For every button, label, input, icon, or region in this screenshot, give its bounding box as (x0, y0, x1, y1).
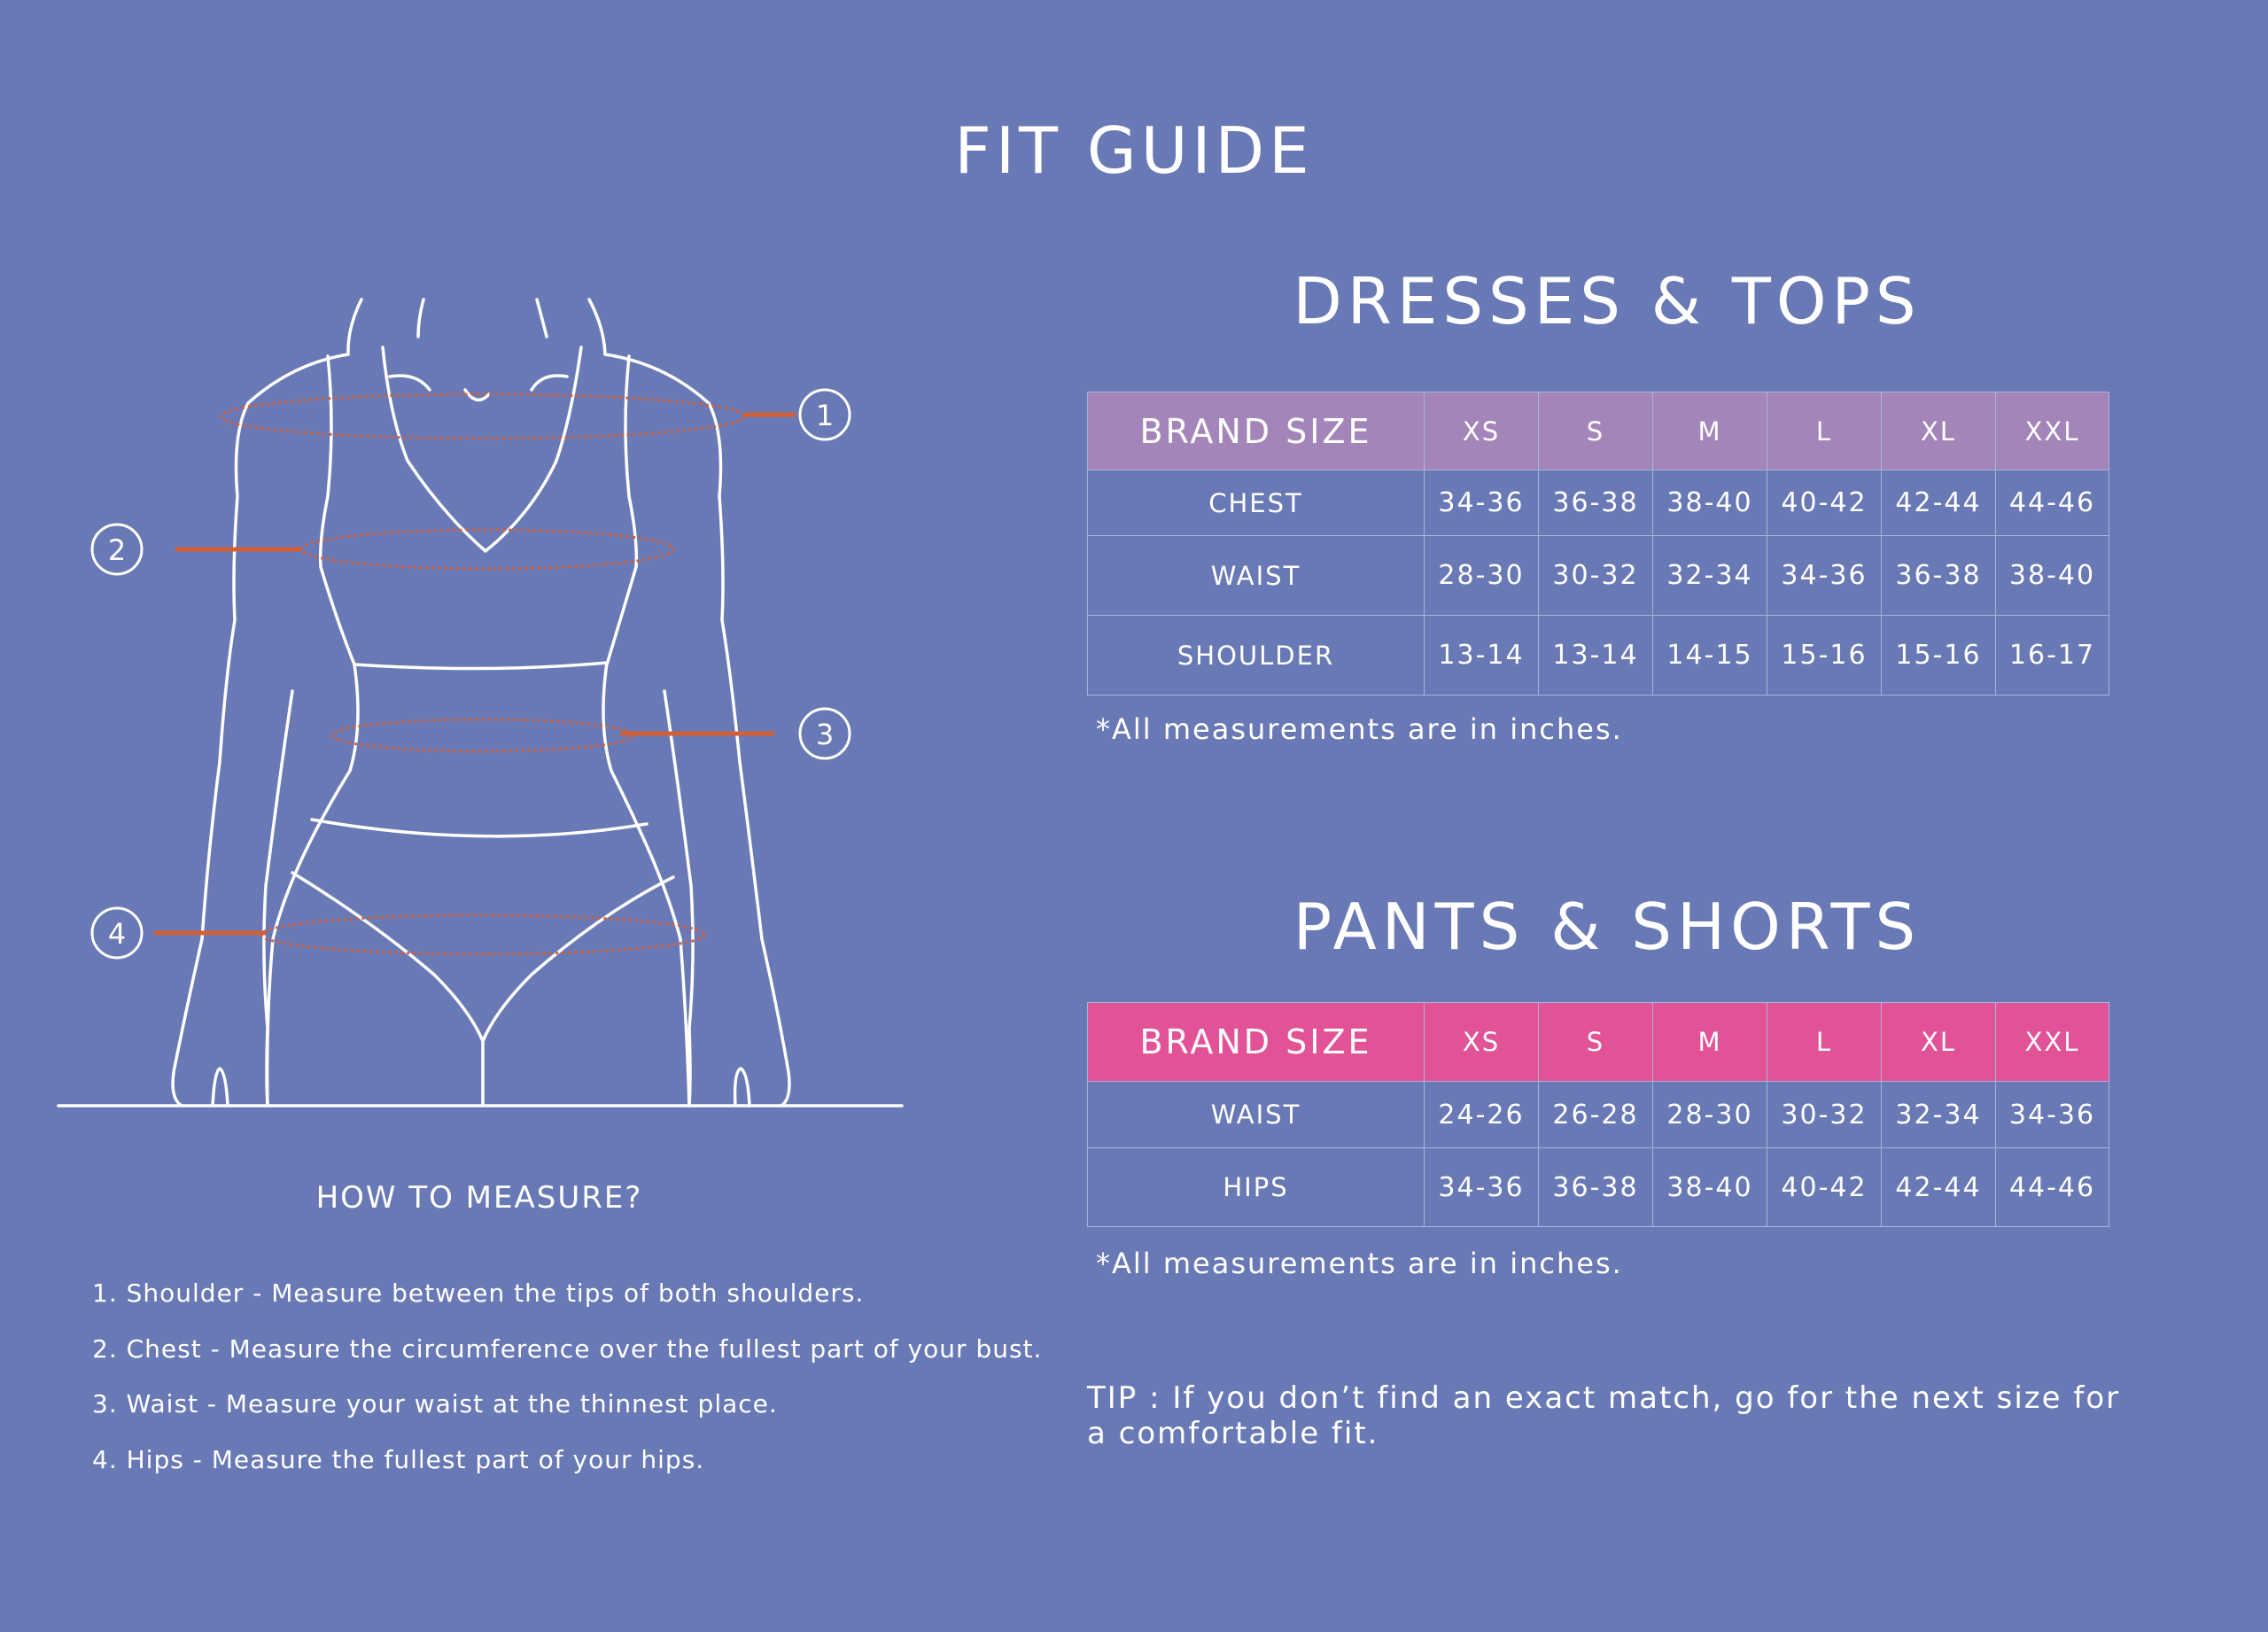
row-label-hips: HIPS (1088, 1148, 1425, 1227)
table-cell: 34-36 (1425, 1148, 1539, 1227)
measure-step-waist: 3. Waist - Measure your waist at the thinnest place. (92, 1389, 778, 1418)
table-cell: 30-32 (1539, 536, 1653, 616)
table-cell: 34-36 (1425, 470, 1539, 536)
body-figure-illustration (44, 284, 930, 1116)
how-to-measure-heading: HOW TO MEASURE? (315, 1180, 643, 1216)
table-cell: 38-40 (1653, 470, 1767, 536)
header-size-s: S (1539, 1003, 1653, 1082)
table-cell: 44-46 (1996, 1148, 2109, 1227)
measure-step-shoulder: 1. Shoulder - Measure between the tips of both shoulders. (92, 1278, 865, 1308)
table-cell: 36-38 (1882, 536, 1996, 616)
header-size-xxl: XXL (1996, 392, 2109, 470)
table-cell: 15-16 (1882, 616, 1996, 696)
table-cell: 34-36 (1996, 1082, 2109, 1148)
top-right-side (607, 356, 636, 664)
header-size-xxl: XXL (1996, 1003, 2109, 1082)
pants-shorts-note: *All measurements are in inches. (1096, 1247, 1623, 1280)
page-title: FIT GUIDE (954, 113, 1314, 188)
row-label-waist: WAIST (1088, 536, 1425, 616)
shoulder-tape (221, 394, 744, 439)
table-cell: 42-44 (1882, 470, 1996, 536)
measure-steps-list (92, 1276, 1067, 1497)
right-finger (735, 1069, 750, 1106)
marker-4-label: 4 (107, 917, 127, 951)
table-cell: 38-40 (1996, 536, 2109, 616)
row-label-chest: CHEST (1088, 470, 1425, 536)
measure-step-hips: 4. Hips - Measure the fullest part of your hips. (92, 1444, 705, 1474)
table-cell: 14-15 (1653, 616, 1767, 696)
tip-text: TIP : If you don’t find an exact match, go for the next size for a comfortable fit. (1087, 1380, 2121, 1451)
table-cell: 36-38 (1539, 470, 1653, 536)
header-size-s: S (1539, 392, 1653, 470)
table-row (1088, 1148, 2109, 1227)
table-cell: 34-36 (1767, 536, 1882, 616)
hips-tape (261, 915, 704, 954)
dresses-tops-note: *All measurements are in inches. (1096, 712, 1623, 746)
header-size-xl: XL (1882, 1003, 1996, 1082)
measure-step-chest: 2. Chest - Measure the circumference over the fullest part of your bust. (92, 1333, 1043, 1364)
header-brand-size: BRAND SIZE (1088, 392, 1425, 470)
marker-2-label: 2 (107, 533, 127, 567)
table-cell: 16-17 (1996, 616, 2109, 696)
table-cell: 32-34 (1653, 536, 1767, 616)
table-cell: 28-30 (1653, 1082, 1767, 1148)
header-size-l: L (1767, 392, 1882, 470)
table-row (1088, 536, 2109, 616)
header-size-l: L (1767, 1003, 1882, 1082)
dresses-tops-title: DRESSES & TOPS (1293, 264, 1922, 338)
waist-tape (332, 719, 633, 751)
underbust-band (354, 663, 607, 669)
pants-shorts-title: PANTS & SHORTS (1293, 890, 1922, 964)
row-label-shoulder: SHOULDER (1088, 616, 1425, 696)
table-row (1088, 1082, 2109, 1148)
marker-3-label: 3 (815, 718, 835, 751)
table-cell: 36-38 (1539, 1148, 1653, 1227)
table-cell: 42-44 (1882, 1148, 1996, 1227)
body-outline-svg (44, 284, 930, 1116)
table-cell: 32-34 (1882, 1082, 1996, 1148)
header-size-m: M (1653, 1003, 1767, 1082)
table-row (1088, 470, 2109, 536)
briefs-waistband (312, 820, 647, 836)
table-cell: 24-26 (1425, 1082, 1539, 1148)
table-cell: 40-42 (1767, 1148, 1882, 1227)
pants-shorts-table (1087, 1002, 2109, 1227)
table-cell: 13-14 (1425, 616, 1539, 696)
table-cell: 38-40 (1653, 1148, 1767, 1227)
torso-right (603, 663, 689, 1106)
dresses-tops-header-row (1088, 392, 2109, 470)
marker-1-label: 1 (815, 399, 835, 432)
table-cell: 26-28 (1539, 1082, 1653, 1148)
table-cell: 30-32 (1767, 1082, 1882, 1148)
pants-shorts-header-row (1088, 1003, 2109, 1082)
table-cell: 28-30 (1425, 536, 1539, 616)
row-label-waist: WAIST (1088, 1082, 1425, 1148)
table-cell: 13-14 (1539, 616, 1653, 696)
table-cell: 44-46 (1996, 470, 2109, 536)
table-cell: 40-42 (1767, 470, 1882, 536)
neck-right (589, 299, 605, 354)
header-brand-size: BRAND SIZE (1088, 1003, 1425, 1082)
top-left-side (321, 356, 354, 664)
neck-left (348, 299, 361, 354)
dresses-tops-table (1087, 392, 2109, 696)
left-arm-outer (173, 354, 348, 1106)
header-size-m: M (1653, 392, 1767, 470)
header-size-xl: XL (1882, 392, 1996, 470)
briefs-legline (292, 873, 673, 1041)
header-size-xs: XS (1425, 1003, 1539, 1082)
table-cell: 15-16 (1767, 616, 1882, 696)
left-finger (213, 1069, 228, 1106)
table-row (1088, 616, 2109, 696)
header-size-xs: XS (1425, 392, 1539, 470)
right-arm-outer (605, 354, 789, 1106)
